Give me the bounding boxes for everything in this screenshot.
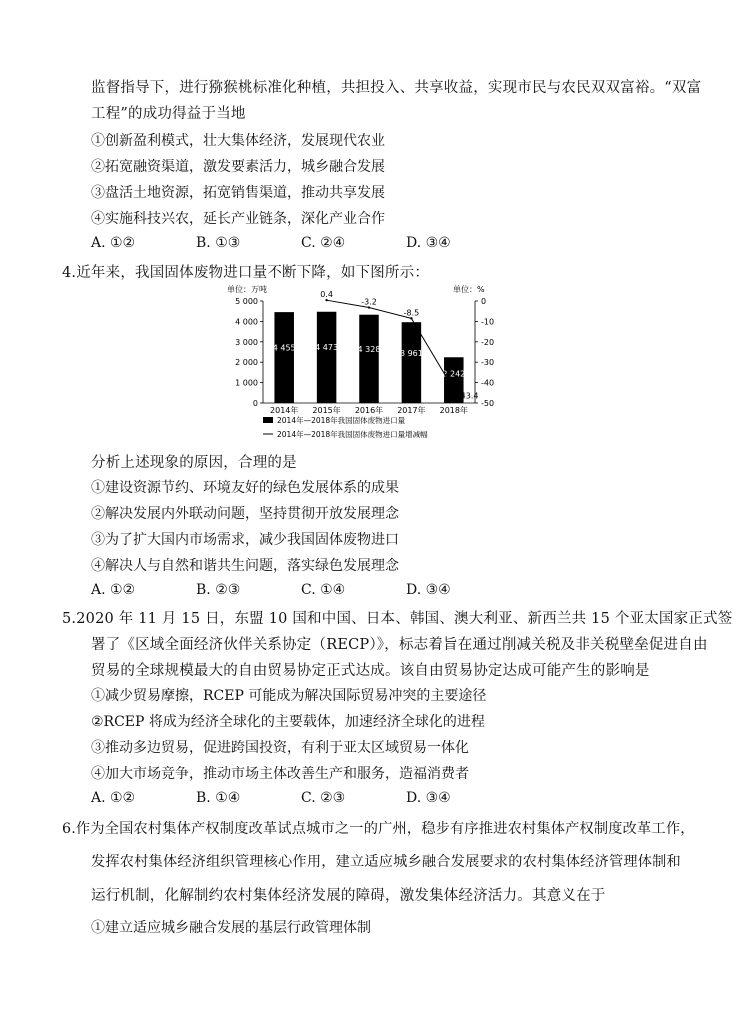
q4-lead: 分析上述现象的原因，合理的是 — [91, 455, 297, 471]
bar — [274, 312, 294, 403]
change-rate-point — [453, 388, 455, 390]
change-rate-point — [410, 317, 412, 319]
q3-option-3: ③盘活土地资源，拓宽销售渠道，推动共享发展 — [91, 185, 385, 201]
q3-line-1: 监督指导下，进行猕猴桃标准化种植，共担投入、共享收益，实现市民与农民双双富裕。“双富 — [91, 80, 702, 96]
right-tick-label: -10 — [481, 317, 495, 327]
bar — [359, 315, 379, 403]
bar — [399, 322, 423, 403]
bar-value-label: 4 455 — [272, 343, 296, 353]
left-unit-label: 单位：万吨 — [227, 285, 267, 294]
legend-bar-label: 2014年—2018年我国固体废物进口量 — [277, 416, 406, 425]
bar-value-label: 3 961 — [399, 349, 423, 359]
change-rate-point — [368, 306, 370, 308]
q3-answer-c: C. ②④ — [301, 235, 346, 251]
q3-option-2: ②拓宽融资渠道，激发要素活力，城乡融合发展 — [91, 159, 385, 175]
category-labels — [270, 405, 468, 415]
category-label: 2017年 — [397, 406, 426, 415]
bar-value-label: 4 328 — [357, 344, 381, 354]
q5-answer-b: B. ①④ — [196, 790, 241, 806]
q5-line-3: 贸易的全球规模最大的自由贸易协定正式达成。该自由贸易协定达成可能产生的影响是 — [91, 663, 650, 679]
right-tick-label: -50 — [481, 399, 495, 408]
q6-line-1: 6.作为全国农村集体产权制度改革试点城市之一的广州，稳步有序推进农村集体产权制度改革工作， — [62, 821, 695, 837]
q6-option-1: ①建立适应城乡融合发展的基层行政管理体制 — [91, 920, 371, 936]
q4-answer-b: B. ②③ — [196, 582, 241, 598]
category-label: 2014年 — [270, 406, 299, 415]
change-rate-label: 0.4 — [320, 290, 333, 300]
right-unit-label: 单位：% — [453, 285, 485, 294]
right-tick-label: -40 — [481, 378, 495, 388]
q4-option-4: ④解决人与自然和谐共生问题，落实绿色发展理念 — [91, 558, 399, 574]
q3-line-2: 工程”的成功得益于当地 — [91, 106, 246, 122]
left-tick-label: 4 000 — [235, 317, 258, 327]
q3-answer-a: A. ①② — [91, 235, 136, 251]
bar-series — [273, 312, 466, 403]
q4-option-3: ③为了扩大国内市场需求，减少我国固体废物进口 — [91, 532, 399, 548]
change-rate-point — [325, 299, 327, 301]
q5-line-2: 署了《区域全面经济伙伴关系协定（RECP）》，标志着旨在通过削减关税及非关税壁垒促进自由 — [91, 637, 708, 653]
change-rate-label: -43.4 — [457, 391, 479, 401]
legend-line-label: 2014年—2018年我国固体废物进口量增减幅 — [277, 430, 428, 439]
q4-answer-d: D. ③④ — [406, 582, 451, 598]
change-rate-label: -8.5 — [403, 308, 420, 318]
right-tick-label: -20 — [481, 337, 495, 347]
q3-option-4: ④实施科技兴农，延长产业链条，深化产业合作 — [91, 211, 385, 227]
q3-answer-b: B. ①③ — [196, 235, 241, 251]
q5-option-2: ②RCEP 将成为经济全球化的主要载体，加速经济全球化的进程 — [91, 714, 485, 730]
import-chart — [225, 283, 515, 443]
q4-answer-a: A. ①② — [91, 582, 136, 598]
q3-answer-d: D. ③④ — [406, 235, 451, 251]
left-tick-label: 2 000 — [235, 358, 258, 368]
q5-option-4: ④加大市场竞争，推动市场主体改善生产和服务，造福消费者 — [91, 766, 469, 782]
q3-option-1: ①创新盈利模式，壮大集体经济，发展现代农业 — [91, 133, 385, 149]
q5-option-1: ①减少贸易摩擦，RCEP 可能成为解决国际贸易冲突的主要途径 — [91, 688, 487, 704]
left-tick-label: 0 — [252, 399, 258, 408]
q4-option-2: ②解决发展内外联动问题，坚持贯彻开放发展理念 — [91, 506, 399, 522]
q5-answer-d: D. ③④ — [406, 790, 451, 806]
q5-option-3: ③推动多边贸易，促进跨国投资，有利于亚太区域贸易一体化 — [91, 740, 469, 756]
category-label: 2016年 — [354, 406, 384, 415]
bar-value-label: 4 473 — [315, 343, 339, 353]
change-rate-label: -3.2 — [361, 297, 377, 307]
q4-answer-c: C. ①④ — [301, 582, 346, 598]
q4-option-1: ①建设资源节约、环境友好的绿色发展体系的成果 — [91, 480, 399, 496]
legend-bar-swatch — [263, 417, 273, 423]
left-tick-label: 5 000 — [235, 297, 258, 306]
left-axis-ticks — [235, 297, 263, 408]
category-label: 2015年 — [312, 406, 341, 415]
q5-line-1: 5.2020 年 11 月 15 日，东盟 10 国和中国、日本、韩国、澳大利亚、新西兰共 15 个亚太国家正式签 — [62, 611, 733, 627]
q5-answer-c: C. ②③ — [301, 790, 346, 806]
right-tick-label: -30 — [481, 358, 495, 368]
bar — [317, 312, 337, 403]
category-label: 2018年 — [439, 406, 468, 415]
q6-line-2: 发挥农村集体经济组织管理核心作用，建立适应城乡融合发展要求的农村集体经济管理体制和 — [91, 854, 681, 870]
q4-stem: 4.近年来，我国固体废物进口量不断下降，如下图所示： — [62, 265, 430, 281]
left-tick-label: 1 000 — [235, 378, 258, 388]
bar-value-label: 2 242 — [442, 369, 466, 379]
left-tick-label: 3 000 — [235, 337, 258, 347]
right-tick-label: 0 — [481, 297, 487, 306]
q5-answer-a: A. ①② — [91, 790, 136, 806]
q6-line-3: 运行机制，化解制约农村集体经济发展的障碍，激发集体经济活力。其意义在于 — [91, 888, 606, 904]
